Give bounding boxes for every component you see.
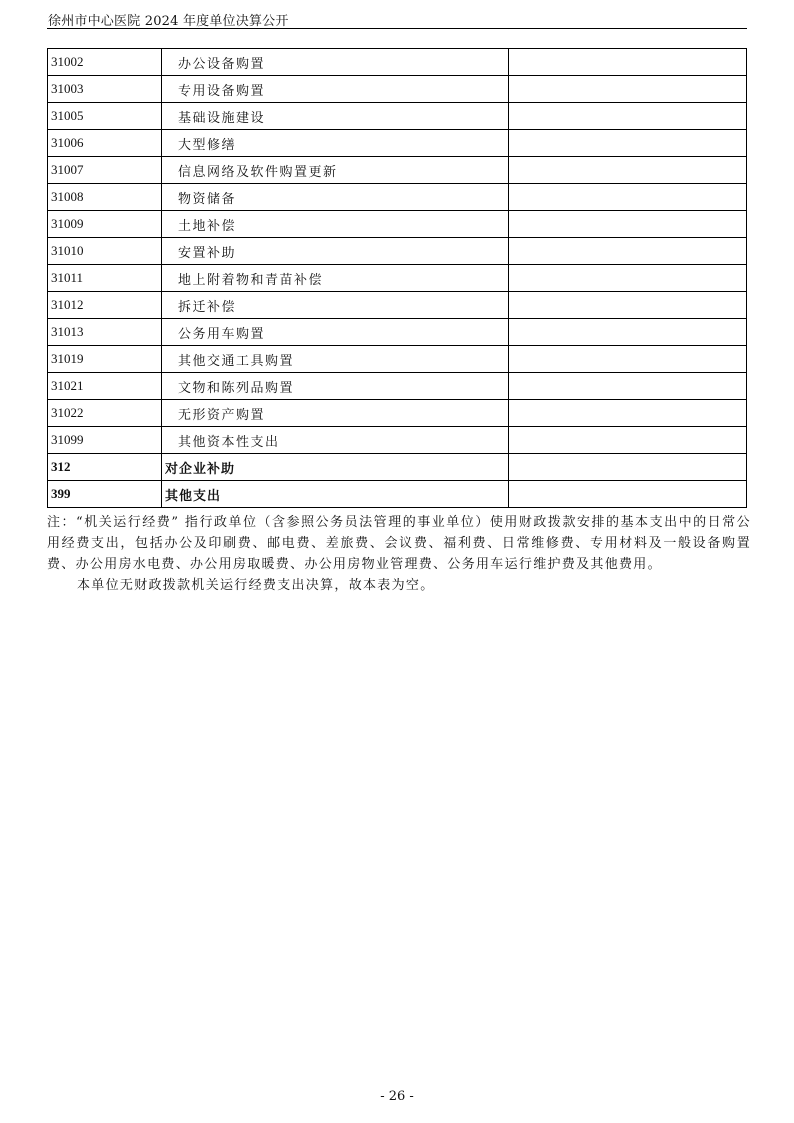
row-name: 拆迁补偿 — [162, 292, 509, 319]
row-amount — [509, 76, 747, 103]
table-row — [48, 346, 747, 373]
row-code: 31002 — [48, 49, 162, 76]
table-row — [48, 103, 747, 130]
row-code: 31022 — [48, 400, 162, 427]
page-header: 徐州市中心医院 2024 年度单位决算公开 — [48, 14, 289, 29]
note-statement: 本单位无财政拨款机关运行经费支出决算，故本表为空。 — [77, 578, 435, 593]
row-code: 399 — [48, 481, 162, 508]
row-name: 物资储备 — [162, 184, 509, 211]
table-row — [48, 373, 747, 400]
row-name: 对企业补助 — [162, 454, 509, 481]
row-code: 31021 — [48, 373, 162, 400]
row-code: 31008 — [48, 184, 162, 211]
row-code: 31012 — [48, 292, 162, 319]
table-row — [48, 49, 747, 76]
row-amount — [509, 103, 747, 130]
table-row — [48, 427, 747, 454]
note-definition: 注：“机关运行经费” 指行政单位（含参照公务员法管理的事业单位）使用财政拨款安排的基本支出中的日常公用经费支出，包括办公及印刷费、邮电费、差旅费、会议费、福利费、日常维修费、专用材料及一般设备购置费、办公用房水电费、办公用房取暖费、办公用房物业管理费、公务用车运行维护费及其他费用。 — [47, 515, 751, 572]
expenditure-table-body — [48, 49, 747, 508]
table-row — [48, 184, 747, 211]
page-number: - 26 - — [380, 1089, 414, 1104]
row-code: 312 — [48, 454, 162, 481]
table-row — [48, 292, 747, 319]
row-code: 31010 — [48, 238, 162, 265]
table-row — [48, 130, 747, 157]
row-name: 基础设施建设 — [162, 103, 509, 130]
table-row — [48, 265, 747, 292]
row-amount — [509, 157, 747, 184]
table-note — [47, 512, 751, 596]
row-code: 31013 — [48, 319, 162, 346]
row-name: 其他支出 — [162, 481, 509, 508]
row-amount — [509, 427, 747, 454]
table-row — [48, 76, 747, 103]
row-code: 31009 — [48, 211, 162, 238]
row-name: 其他资本性支出 — [162, 427, 509, 454]
row-amount — [509, 211, 747, 238]
row-name: 公务用车购置 — [162, 319, 509, 346]
table-row — [48, 157, 747, 184]
row-amount — [509, 481, 747, 508]
row-amount — [509, 184, 747, 211]
row-name: 安置补助 — [162, 238, 509, 265]
row-name: 无形资产购置 — [162, 400, 509, 427]
row-name: 地上附着物和青苗补偿 — [162, 265, 509, 292]
row-amount — [509, 400, 747, 427]
row-code: 31006 — [48, 130, 162, 157]
row-amount — [509, 265, 747, 292]
table-row — [48, 238, 747, 265]
table-row — [48, 319, 747, 346]
row-amount — [509, 238, 747, 265]
row-name: 专用设备购置 — [162, 76, 509, 103]
row-code: 31019 — [48, 346, 162, 373]
row-amount — [509, 319, 747, 346]
row-code: 31007 — [48, 157, 162, 184]
row-amount — [509, 130, 747, 157]
row-name: 办公设备购置 — [162, 49, 509, 76]
row-name: 信息网络及软件购置更新 — [162, 157, 509, 184]
row-amount — [509, 49, 747, 76]
header-rule — [47, 28, 747, 29]
row-amount — [509, 292, 747, 319]
row-amount — [509, 373, 747, 400]
row-name: 文物和陈列品购置 — [162, 373, 509, 400]
row-amount — [509, 454, 747, 481]
row-amount — [509, 346, 747, 373]
row-name: 土地补偿 — [162, 211, 509, 238]
row-name: 大型修缮 — [162, 130, 509, 157]
row-code: 31099 — [48, 427, 162, 454]
row-name: 其他交通工具购置 — [162, 346, 509, 373]
expenditure-table — [47, 48, 747, 508]
row-code: 31003 — [48, 76, 162, 103]
table-row — [48, 481, 747, 508]
row-code: 31005 — [48, 103, 162, 130]
table-row — [48, 211, 747, 238]
table-row — [48, 400, 747, 427]
table-row — [48, 454, 747, 481]
row-code: 31011 — [48, 265, 162, 292]
